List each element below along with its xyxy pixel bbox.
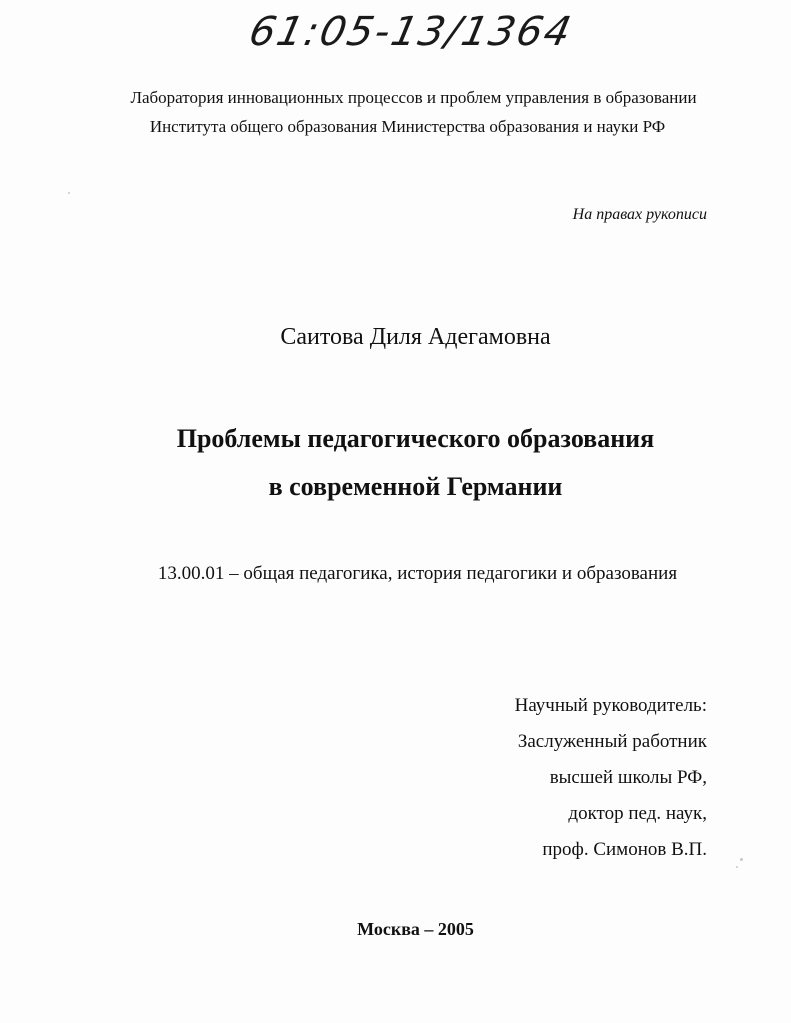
specialty-code: 13.00.01 – общая педагогика, история педагогики и образования [157, 563, 678, 584]
organization-line-1: Лаборатория инновационных процессов и проблем управления в образовании [130, 88, 697, 107]
city-year: Москва – 2005 [357, 919, 474, 939]
dissertation-title-line-2: в современной Германии [268, 472, 563, 501]
supervisor-block [515, 688, 707, 868]
scan-speck [68, 192, 70, 194]
supervisor-line: Научный руководитель: [514, 695, 707, 716]
supervisor-line: высшей школы РФ, [549, 767, 707, 788]
dissertation-title-line-1: Проблемы педагогического образования [176, 424, 655, 453]
scan-speck [736, 866, 738, 868]
supervisor-line: доктор пед. наук, [568, 803, 707, 824]
rights-note: На правах рукописи [572, 206, 707, 223]
supervisor-line: проф. Симонов В.П. [542, 839, 707, 860]
archive-number-stamp: 61:05-13/1364 [245, 9, 577, 55]
author-name: Саитова Диля Адегамовна [280, 324, 551, 350]
supervisor-line: Заслуженный работник [517, 731, 707, 752]
organization-line-2: Института общего образования Министерства образования и науки РФ [149, 117, 666, 136]
scan-speck [740, 858, 743, 861]
